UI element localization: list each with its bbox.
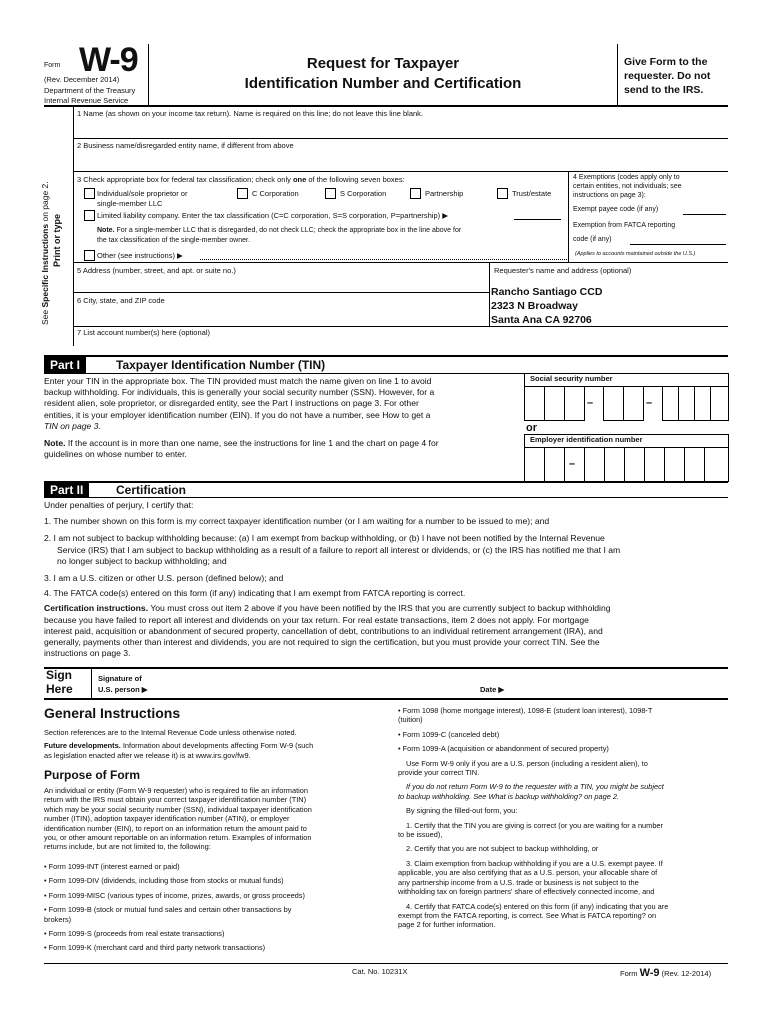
individual-label: Individual/sole proprietor or	[97, 189, 188, 198]
dept-line-1: Department of the Treasury	[44, 86, 136, 95]
partnership-checkbox[interactable]	[410, 188, 421, 199]
trust-checkbox[interactable]	[497, 188, 508, 199]
business-name-input[interactable]	[74, 152, 728, 170]
other-label: Other (see instructions) ▶	[97, 251, 183, 260]
trust-label: Trust/estate	[512, 189, 552, 198]
part1-label: Part I	[44, 357, 86, 373]
llc-note-2: the tax classification of the single-member owner.	[97, 237, 250, 244]
form-title-2: Identification Number and Certification	[244, 75, 522, 92]
give-form-3: send to the IRS.	[624, 84, 704, 96]
city-state-zip-input[interactable]	[74, 307, 488, 325]
list-item: • Form 1099-S (proceeds from real estate transactions)	[44, 929, 225, 939]
ssn-label: Social security number	[530, 374, 613, 383]
dept-line-2: Internal Revenue Service	[44, 96, 129, 105]
here-label: Here	[46, 682, 73, 696]
line1-label: 1 Name (as shown on your income tax return). Name is required on this line; do not leave this line blank.	[77, 109, 424, 118]
general-instructions-title: General Instructions	[44, 705, 181, 721]
ein-dash: –	[569, 458, 576, 470]
ein-input[interactable]	[524, 447, 728, 483]
list-item: • Form 1099-B (stock or mutual fund sales and certain other transactions by	[44, 905, 292, 915]
line7-label: 7 List account number(s) here (optional)	[77, 328, 210, 337]
requester-city: Santa Ana CA 92706	[491, 314, 592, 326]
print-or-type: Print or type	[52, 213, 62, 267]
list-item: brokers)	[44, 914, 72, 924]
name-input[interactable]	[74, 120, 728, 138]
list-item: • Form 1099-K (merchant card and third party network transactions)	[44, 943, 266, 953]
other-checkbox[interactable]	[84, 250, 95, 261]
signature-input[interactable]	[165, 670, 470, 696]
requester-name: Rancho Santiago CCD	[491, 286, 603, 298]
side-instructions: See Specific Instructions on page 2.	[40, 181, 50, 325]
sign-label: Sign	[46, 668, 72, 682]
line2-label: 2 Business name/disregarded entity name, if different from above	[77, 141, 294, 150]
s-corp-label: S Corporation	[340, 189, 387, 198]
or-label: or	[526, 422, 537, 434]
part2-label: Part II	[44, 482, 89, 498]
c-corp-checkbox[interactable]	[237, 188, 248, 199]
list-item: • Form 1099-MISC (various types of income, prizes, awards, or gross proceeds)	[44, 890, 305, 900]
fatca-applies-note: (Applies to accounts maintained outside the U.S.)	[575, 251, 696, 257]
c-corp-label: C Corporation	[252, 189, 299, 198]
address-input[interactable]	[74, 277, 488, 292]
requester-street: 2323 N Broadway	[491, 300, 578, 312]
footer-form: Form W-9 (Rev. 12-2014)	[620, 967, 712, 979]
purpose-title: Purpose of Form	[44, 768, 141, 782]
part2-title: Certification	[116, 483, 187, 497]
line5-label: 5 Address (number, street, and apt. or suite no.)	[77, 266, 236, 275]
fatca-code-input[interactable]	[630, 244, 726, 245]
part1-title: Taxpayer Identification Number (TIN)	[116, 358, 326, 372]
signature-label-1: Signature of	[98, 674, 142, 683]
account-numbers-input[interactable]	[74, 338, 728, 354]
date-label: Date ▶	[480, 685, 505, 694]
give-form-2: requester. Do not	[624, 70, 711, 82]
ssn-dash-2: –	[646, 397, 653, 409]
purpose-list	[44, 862, 374, 953]
exempt-payee-input[interactable]	[683, 214, 726, 215]
line6-label: 6 City, state, and ZIP code	[77, 296, 165, 305]
individual-checkbox[interactable]	[84, 188, 95, 199]
ssn-dash-1: –	[587, 397, 594, 409]
rev-date: (Rev. December 2014)	[44, 75, 120, 84]
requester-label: Requester's name and address (optional)	[494, 266, 632, 275]
give-form-1: Give Form to the	[624, 56, 708, 68]
catalog-number: Cat. No. 10231X	[352, 967, 408, 976]
individual-label-2: single-member LLC	[97, 199, 163, 208]
ein-label: Employer identification number	[530, 435, 643, 444]
purpose-text: An individual or entity (Form W-9 requester) who is required to file an information return with the IRS must obtain your correct taxpayer identification number (TIN) which may be your social security number (SSN), individual taxpayer identification number (ITIN), adoption taxpayer identification number (ATIN), or employer identification number (EIN), to report on an information return the amount paid to you, or other amount reportable on an information return. Examples of information returns include, but are not limited to, the following:	[44, 786, 312, 852]
exemptions-1: 4 Exemptions (codes apply only to	[573, 174, 680, 181]
ssn-input[interactable]	[524, 386, 728, 422]
s-corp-checkbox[interactable]	[325, 188, 336, 199]
signature-label-2: U.S. person ▶	[98, 685, 148, 694]
fatca-label-1: Exemption from FATCA reporting	[573, 222, 676, 229]
form-label: Form	[44, 62, 61, 69]
other-input[interactable]	[200, 259, 567, 260]
form-title-1: Request for Taxpayer	[306, 55, 460, 72]
date-input[interactable]	[515, 670, 725, 696]
certification-text: Under penalties of perjury, I certify that: 1. The number shown on this form is my correct taxpayer identification number (or I am waiting for a number to be issued to me); and 2. I am not subject to backup withholding because: (a) I am exempt from backup withholding, or (b) I have not been notified by the Internal Revenue Service (IRS) that I am subject to backup withholding as a result of a failure to report all interest or dividends, or (c) the IRS has notified me that I am no longer subject to backup withholding; and 3. I am a U.S. citizen or other U.S. person (defined below); and 4. The FATCA code(s) entered on this form (if any) indicating that I am exempt from FATCA reporting is correct. Certification instructions. You must cross out item 2 above if you have been notified by the IRS that you are currently subject to backup withholding because you have failed to report all interest and dividends on your tax return. For real estate transactions, item 2 does not apply. For mortgage interest paid, acquisition or abandonment of secured property, cancellation of debt, contributions to an individual retirement arrangement (IRA), and generally, payments other than interest and dividends, you are not required to sign the certification, but you must provide your correct TIN. See the instructions on page 3.	[44, 500, 621, 659]
fatca-label-2: code (if any)	[573, 236, 612, 243]
exemptions-3: instructions on page 3):	[573, 192, 646, 199]
partnership-label: Partnership	[425, 189, 464, 198]
llc-checkbox[interactable]	[84, 210, 95, 221]
llc-note-1: Note. For a single-member LLC that is disregarded, do not check LLC; check the appropriate box in the line above for	[97, 227, 462, 234]
form-number: W-9	[79, 41, 138, 79]
line3-label: 3 Check appropriate box for federal tax classification; check only one of the following seven boxes:	[77, 175, 405, 184]
llc-classification-input[interactable]	[514, 219, 561, 220]
exemptions-2: certain entities, not individuals; see	[573, 183, 682, 190]
list-item: • Form 1099-DIV (dividends, including those from stocks or mutual funds)	[44, 876, 284, 886]
right-column-text: • Form 1098 (home mortgage interest), 1098-E (student loan interest), 1098-T (tuition) • Form 1099-C (canceled debt) • Form 1099-A (acquisition or abandonment of secured property) Use Form W-9 only if you are a U.S. person (including a resident alien), to provide your correct TIN. If you do not return Form W-9 to the requester with a TIN, you might be subject to backup withholding. See What is backup withholding? on page 2. By signing the filled-out form, you: 1. Certify that the TIN you are giving is correct (or you are waiting for a number to be issued), 2. Certify that you are not subject to backup withholding, or 3. Claim exemption from backup withholding if you are a U.S. exempt payee. If applicable, you are also certifying that as a U.S. person, your allocable share of any partnership income from a U.S. trade or business is not subject to the withholding tax on foreign partners' share of effectively connected income, and 4. Certify that FATCA code(s) entered on this form (if any) indicating that you are exempt from the FATCA reporting, is correct. See What is FATCA reporting? on page 2 for further information.	[398, 706, 669, 930]
list-item: • Form 1099-INT (interest earned or paid)	[44, 862, 180, 871]
exempt-payee-label: Exempt payee code (if any)	[573, 206, 659, 213]
general-intro: Section references are to the Internal Revenue Code unless otherwise noted. Future developments. Information about developments affecting Form W-9 (such as legislation enacted after we release it) is at www.irs.gov/fw9.	[44, 728, 314, 760]
llc-label: Limited liability company. Enter the tax classification (C=C corporation, S=S corporation, P=partnership) ▶	[97, 211, 448, 220]
part1-instructions: Enter your TIN in the appropriate box. The TIN provided must match the name given on line 1 to avoid backup withholding. For individuals, this is generally your social security number (SSN). However, for a resident alien, sole proprietor, or disregarded entity, see the Part I instructions on page 3. For other entities, it is your employer identification number (EIN). If you do not have a number, see How to get a TIN on page 3.	[44, 376, 435, 431]
part1-note: Note. If the account is in more than one name, see the instructions for line 1 and the chart on page 4 for guidelines on whose number to enter.	[44, 438, 439, 460]
